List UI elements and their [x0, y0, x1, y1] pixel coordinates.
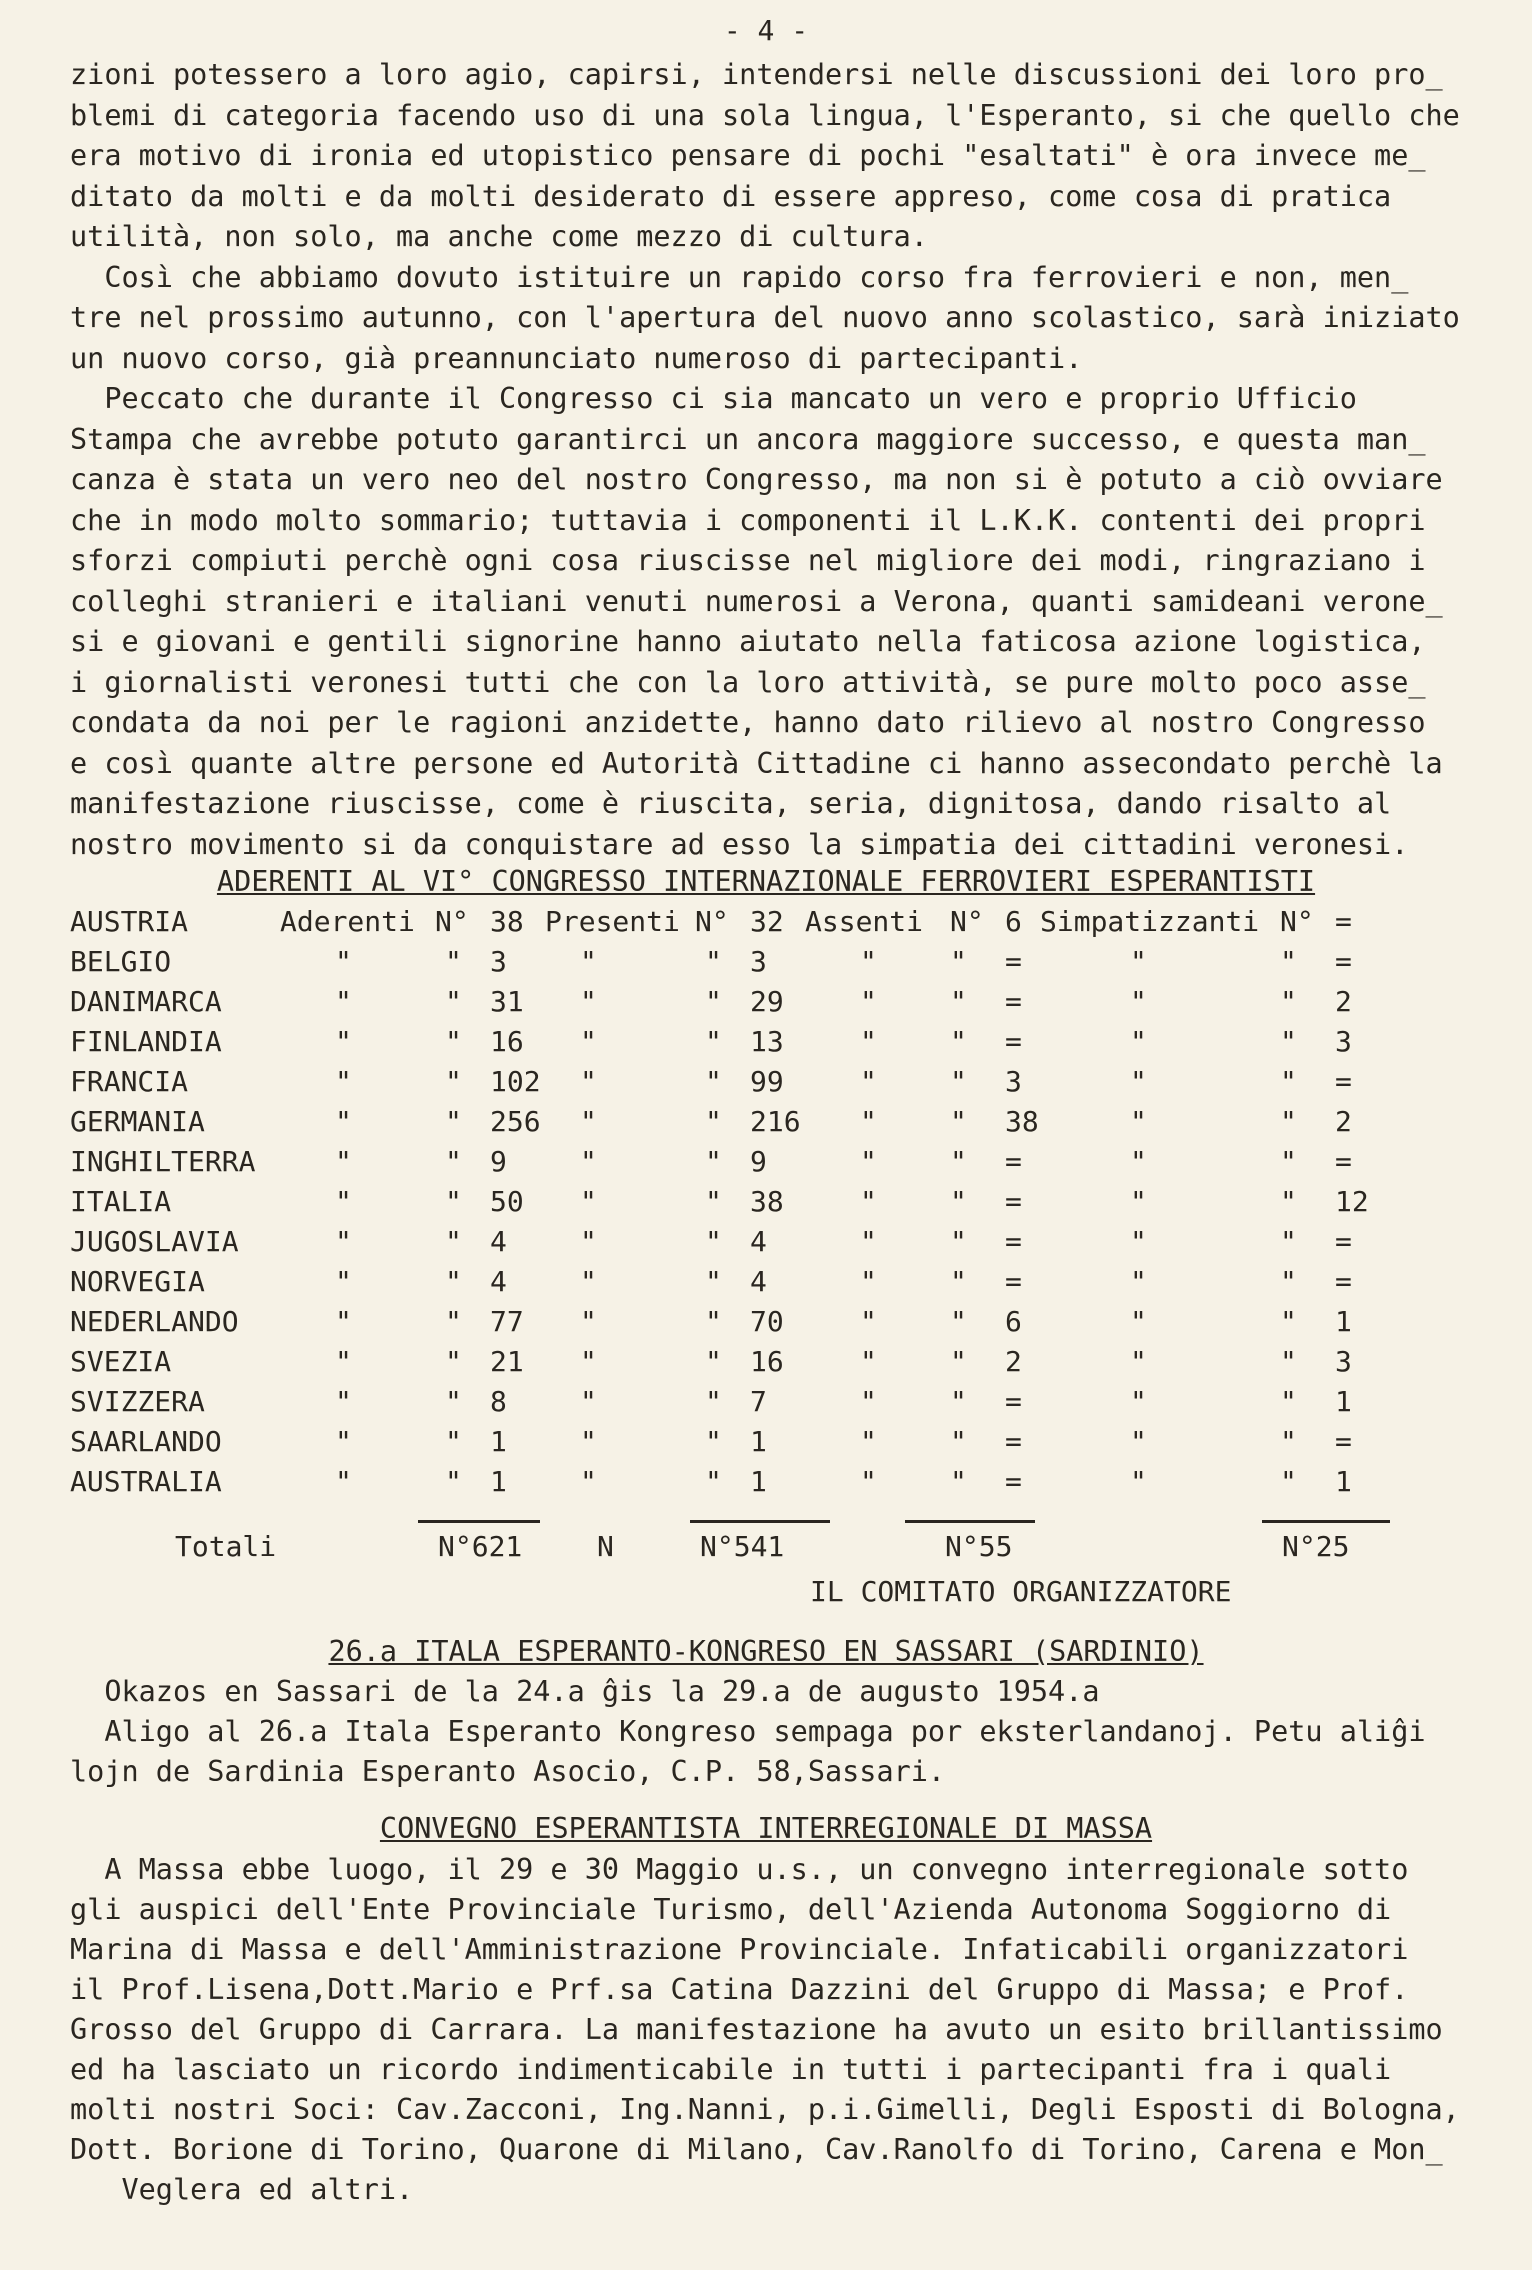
- ditto-mark: ": [445, 1185, 462, 1218]
- ditto-mark: ": [860, 945, 877, 978]
- country-cell: AUSTRALIA: [70, 1465, 222, 1498]
- ditto-mark: ": [705, 1105, 722, 1138]
- country-cell: SVEZIA: [70, 1345, 172, 1378]
- total-rule: [905, 1520, 1035, 1523]
- presenti-cell: 4: [750, 1225, 767, 1258]
- ditto-mark: ": [580, 1265, 597, 1298]
- ditto-mark: ": [445, 1345, 462, 1378]
- ditto-mark: ": [445, 1265, 462, 1298]
- text-line: manifestazione riuscisse, come è riuscita, seria, dignitosa, dando risalto al: [70, 787, 1392, 820]
- ditto-mark: ": [860, 1425, 877, 1458]
- ditto-mark: ": [705, 1265, 722, 1298]
- ditto-mark: ": [335, 1345, 352, 1378]
- presenti-cell: 99: [750, 1065, 784, 1098]
- ditto-mark: ": [860, 985, 877, 1018]
- text-line: molti nostri Soci: Cav.Zacconi, Ing.Nanni, p.i.Gimelli, Degli Esposti di Bologna,: [70, 2093, 1460, 2126]
- text-line: lojn de Sardinia Esperanto Asocio, C.P. 58,Sassari.: [70, 1755, 946, 1788]
- text-line: canza è stata un vero neo del nostro Congresso, ma non si è potuto a ciò ovviare: [70, 463, 1443, 496]
- ditto-mark: ": [445, 1425, 462, 1458]
- no-label: N°: [950, 905, 984, 938]
- assenti-cell: =: [1005, 1265, 1022, 1298]
- simpatizzanti-count: =: [1335, 905, 1352, 938]
- ditto-mark: ": [445, 985, 462, 1018]
- ditto-mark: ": [1280, 1225, 1297, 1258]
- ditto-mark: ": [580, 1305, 597, 1338]
- totals-aderenti: N°621: [438, 1530, 523, 1563]
- ditto-mark: ": [335, 945, 352, 978]
- assenti-cell: =: [1005, 1185, 1022, 1218]
- ditto-mark: ": [335, 985, 352, 1018]
- ditto-mark: ": [1280, 1145, 1297, 1178]
- text-line: Dott. Borione di Torino, Quarone di Milano, Cav.Ranolfo di Torino, Carena e Mon_: [70, 2133, 1443, 2166]
- ditto-mark: ": [580, 1065, 597, 1098]
- ditto-mark: ": [950, 1345, 967, 1378]
- aderenti-cell: 16: [490, 1025, 524, 1058]
- presenti-count: 32: [750, 905, 784, 938]
- aderenti-cell: 102: [490, 1065, 541, 1098]
- ditto-mark: ": [860, 1345, 877, 1378]
- total-rule: [418, 1520, 540, 1523]
- table-row: [70, 1465, 1490, 1505]
- ditto-mark: ": [1280, 1105, 1297, 1138]
- text-line: A Massa ebbe luogo, il 29 e 30 Maggio u.s., un convegno interregionale sotto: [70, 1853, 1409, 1886]
- text-line: Veglera ed altri.: [70, 2173, 414, 2206]
- presenti-cell: 7: [750, 1385, 767, 1418]
- simpatizzanti-cell: 2: [1335, 985, 1352, 1018]
- presenti-cell: 16: [750, 1345, 784, 1378]
- ditto-mark: ": [705, 985, 722, 1018]
- ditto-mark: ": [860, 1265, 877, 1298]
- ditto-mark: ": [705, 1065, 722, 1098]
- ditto-mark: ": [1130, 1465, 1147, 1498]
- simpatizzanti-cell: =: [1335, 1225, 1352, 1258]
- aderenti-cell: 4: [490, 1265, 507, 1298]
- aderenti-cell: 3: [490, 945, 507, 978]
- country-cell: FINLANDIA: [70, 1025, 222, 1058]
- ditto-mark: ": [950, 1145, 967, 1178]
- ditto-mark: ": [950, 1225, 967, 1258]
- text-line: si e giovani e gentili signorine hanno aiutato nella faticosa azione logistica,: [70, 625, 1426, 658]
- table-header-row: [70, 905, 1490, 945]
- text-line: Così che abbiamo dovuto istituire un rapido corso fra ferrovieri e non, men_: [70, 260, 1409, 294]
- ditto-mark: ": [1130, 1425, 1147, 1458]
- presenti-cell: 1: [750, 1425, 767, 1458]
- ditto-mark: ": [950, 1385, 967, 1418]
- ditto-mark: ": [705, 1025, 722, 1058]
- presenti-cell: 216: [750, 1105, 801, 1138]
- aderenti-cell: 1: [490, 1465, 507, 1498]
- ditto-mark: ": [1130, 1265, 1147, 1298]
- country-cell: GERMANIA: [70, 1105, 205, 1138]
- text-line: Aligo al 26.a Itala Esperanto Kongreso sempaga por eksterlandanoj. Petu aliĝi: [70, 1715, 1426, 1748]
- country-cell: NEDERLANDO: [70, 1305, 239, 1338]
- ditto-mark: ": [445, 1305, 462, 1338]
- ditto-mark: ": [335, 1265, 352, 1298]
- ditto-mark: ": [445, 1385, 462, 1418]
- ditto-mark: ": [445, 1465, 462, 1498]
- organizer-signature: IL COMITATO ORGANIZZATORE: [810, 1575, 1232, 1608]
- ditto-mark: ": [705, 1185, 722, 1218]
- ditto-mark: ": [335, 1065, 352, 1098]
- ditto-mark: ": [1280, 1065, 1297, 1098]
- aderenti-count: 38: [490, 905, 524, 938]
- country-cell: NORVEGIA: [70, 1265, 205, 1298]
- table-row: [70, 1385, 1490, 1425]
- text-line: zioni potessero a loro agio, capirsi, intendersi nelle discussioni dei loro pro_: [70, 58, 1443, 91]
- ditto-mark: ": [950, 945, 967, 978]
- assenti-cell: =: [1005, 1385, 1022, 1418]
- ditto-mark: ": [1130, 1385, 1147, 1418]
- simpatizzanti-cell: 2: [1335, 1105, 1352, 1138]
- ditto-mark: ": [1130, 1025, 1147, 1058]
- ditto-mark: ": [950, 1305, 967, 1338]
- ditto-mark: ": [1130, 1145, 1147, 1178]
- aderenti-cell: 256: [490, 1105, 541, 1138]
- aderenti-cell: 8: [490, 1385, 507, 1418]
- text-line: ditato da molti e da molti desiderato di essere appreso, come cosa di pratica: [70, 179, 1392, 213]
- text-line: utilità, non solo, ma anche come mezzo di cultura.: [70, 220, 928, 253]
- section2-title: 26.a ITALA ESPERANTO-KONGRESO EN SASSARI (SARDINIO): [328, 1635, 1204, 1668]
- ditto-mark: ": [445, 945, 462, 978]
- assenti-label: Assenti: [805, 905, 924, 938]
- presenti-cell: 13: [750, 1025, 784, 1058]
- ditto-mark: ": [950, 1465, 967, 1498]
- aderenti-cell: 50: [490, 1185, 524, 1218]
- country-cell: AUSTRIA: [70, 905, 189, 938]
- totals-separator: N: [597, 1530, 614, 1563]
- presenti-cell: 38: [750, 1185, 784, 1218]
- ditto-mark: ": [335, 1145, 352, 1178]
- ditto-mark: ": [950, 1025, 967, 1058]
- table-row: [70, 985, 1490, 1025]
- text-line: un nuovo corso, già preannunciato numeroso di partecipanti.: [70, 341, 1083, 375]
- ditto-mark: ": [335, 1105, 352, 1138]
- assenti-cell: 2: [1005, 1345, 1022, 1378]
- country-cell: DANIMARCA: [70, 985, 222, 1018]
- table-row: [70, 1065, 1490, 1105]
- totals-presenti: N°541: [700, 1530, 785, 1563]
- aderenti-cell: 9: [490, 1145, 507, 1178]
- ditto-mark: ": [1280, 985, 1297, 1018]
- totals-simpatizzanti: N°25: [1282, 1530, 1350, 1563]
- text-line: tre nel prossimo autunno, con l'apertura del nuovo anno scolastico, sarà iniziato: [70, 301, 1460, 334]
- country-cell: FRANCIA: [70, 1065, 189, 1098]
- presenti-cell: 9: [750, 1145, 767, 1178]
- ditto-mark: ": [1130, 1305, 1147, 1338]
- ditto-mark: ": [860, 1025, 877, 1058]
- country-cell: BELGIO: [70, 945, 172, 978]
- ditto-mark: ": [1280, 1025, 1297, 1058]
- no-label: N°: [695, 905, 729, 938]
- no-label: N°: [1280, 905, 1314, 938]
- text-line: sforzi compiuti perchè ogni cosa riuscisse nel migliore dei modi, ringraziano i: [70, 544, 1426, 577]
- text-line: Stampa che avrebbe potuto garantirci un ancora maggiore successo, e questa man_: [70, 422, 1426, 456]
- ditto-mark: ": [705, 1345, 722, 1378]
- text-line: gli auspici dell'Ente Provinciale Turismo, dell'Azienda Autonoma Soggiorno di: [70, 1893, 1392, 1926]
- text-line: Okazos en Sassari de la 24.a ĝis la 29.a de augusto 1954.a: [70, 1675, 1100, 1708]
- text-line: il Prof.Lisena,Dott.Mario e Prf.sa Catina Dazzini del Gruppo di Massa; e Prof.: [70, 1973, 1409, 2006]
- ditto-mark: ": [1130, 1185, 1147, 1218]
- ditto-mark: ": [1280, 1385, 1297, 1418]
- section3-title: CONVEGNO ESPERANTISTA INTERREGIONALE DI MASSA: [379, 1812, 1153, 1845]
- assenti-cell: =: [1005, 945, 1022, 978]
- presenti-cell: 4: [750, 1265, 767, 1298]
- simpatizzanti-cell: 1: [1335, 1305, 1352, 1338]
- country-cell: JUGOSLAVIA: [70, 1225, 239, 1258]
- table-title: ADERENTI AL VI° CONGRESSO INTERNAZIONALE FERROVIERI ESPERANTISTI: [216, 865, 1316, 898]
- simpatizzanti-cell: =: [1335, 1065, 1352, 1098]
- presenti-cell: 29: [750, 985, 784, 1018]
- ditto-mark: ": [445, 1065, 462, 1098]
- text-line: Peccato che durante il Congresso ci sia mancato un vero e proprio Ufficio: [70, 382, 1357, 415]
- ditto-mark: ": [1280, 1265, 1297, 1298]
- aderenti-cell: 77: [490, 1305, 524, 1338]
- ditto-mark: ": [1130, 1105, 1147, 1138]
- ditto-mark: ": [1280, 1185, 1297, 1218]
- country-cell: SAARLANDO: [70, 1425, 222, 1458]
- text-line: nostro movimento si da conquistare ad esso la simpatia dei cittadini veronesi.: [70, 827, 1409, 861]
- text-line: e così quante altre persone ed Autorità Cittadine ci hanno assecondato perchè la: [70, 746, 1443, 780]
- ditto-mark: ": [1130, 1225, 1147, 1258]
- ditto-mark: ": [705, 1305, 722, 1338]
- simpatizzanti-cell: 3: [1335, 1345, 1352, 1378]
- ditto-mark: ": [1130, 945, 1147, 978]
- aderenti-cell: 4: [490, 1225, 507, 1258]
- ditto-mark: ": [950, 1105, 967, 1138]
- assenti-cell: =: [1005, 1425, 1022, 1458]
- table-row: [70, 1425, 1490, 1465]
- ditto-mark: ": [580, 1465, 597, 1498]
- presenti-label: Presenti: [545, 905, 680, 938]
- ditto-mark: ": [580, 1025, 597, 1058]
- ditto-mark: ": [860, 1385, 877, 1418]
- text-line: i giornalisti veronesi tutti che con la loro attività, se pure molto poco asse_: [70, 665, 1426, 699]
- ditto-mark: ": [580, 1425, 597, 1458]
- ditto-mark: ": [580, 1345, 597, 1378]
- simpatizzanti-cell: 3: [1335, 1025, 1352, 1058]
- table-row: [70, 1305, 1490, 1345]
- ditto-mark: ": [1280, 945, 1297, 978]
- ditto-mark: ": [335, 1225, 352, 1258]
- aderenti-cell: 21: [490, 1345, 524, 1378]
- ditto-mark: ": [1280, 1305, 1297, 1338]
- ditto-mark: ": [950, 1425, 967, 1458]
- ditto-mark: ": [335, 1025, 352, 1058]
- simpatizzanti-cell: =: [1335, 1425, 1352, 1458]
- assenti-cell: 6: [1005, 1305, 1022, 1338]
- country-cell: SVIZZERA: [70, 1385, 205, 1418]
- page-number: - 4 -: [723, 14, 809, 47]
- ditto-mark: ": [335, 1305, 352, 1338]
- assenti-cell: 3: [1005, 1065, 1022, 1098]
- simpatizzanti-cell: =: [1335, 1145, 1352, 1178]
- aderenti-label: Aderenti: [280, 905, 415, 938]
- totals-label: Totali: [175, 1530, 277, 1563]
- ditto-mark: ": [705, 1225, 722, 1258]
- table-row: [70, 945, 1490, 985]
- simpatizzanti-label: Simpatizzanti: [1040, 905, 1260, 938]
- aderenti-cell: 1: [490, 1425, 507, 1458]
- ditto-mark: ": [860, 1105, 877, 1138]
- table-row: [70, 1145, 1490, 1185]
- ditto-mark: ": [860, 1065, 877, 1098]
- assenti-cell: =: [1005, 1145, 1022, 1178]
- ditto-mark: ": [950, 1265, 967, 1298]
- text-line: colleghi stranieri e italiani venuti numerosi a Verona, quanti samideani verone_: [70, 584, 1443, 618]
- ditto-mark: ": [1280, 1465, 1297, 1498]
- ditto-mark: ": [580, 985, 597, 1018]
- simpatizzanti-cell: =: [1335, 945, 1352, 978]
- ditto-mark: ": [1130, 1345, 1147, 1378]
- text-line: ed ha lasciato un ricordo indimenticabile in tutti i partecipanti fra i quali: [70, 2053, 1392, 2086]
- ditto-mark: ": [335, 1465, 352, 1498]
- ditto-mark: ": [860, 1225, 877, 1258]
- ditto-mark: ": [705, 1425, 722, 1458]
- ditto-mark: ": [335, 1425, 352, 1458]
- text-line: che in modo molto sommario; tuttavia i componenti il L.K.K. contenti dei propri: [70, 503, 1426, 537]
- text-line: era motivo di ironia ed utopistico pensare di pochi "esaltati" è ora invece me_: [70, 139, 1426, 172]
- ditto-mark: ": [950, 1065, 967, 1098]
- ditto-mark: ": [860, 1465, 877, 1498]
- table-row: [70, 1185, 1490, 1225]
- ditto-mark: ": [705, 1385, 722, 1418]
- ditto-mark: ": [335, 1385, 352, 1418]
- ditto-mark: ": [445, 1105, 462, 1138]
- presenti-cell: 70: [750, 1305, 784, 1338]
- ditto-mark: ": [580, 945, 597, 978]
- ditto-mark: ": [860, 1305, 877, 1338]
- ditto-mark: ": [705, 945, 722, 978]
- ditto-mark: ": [580, 1385, 597, 1418]
- assenti-cell: =: [1005, 1225, 1022, 1258]
- ditto-mark: ": [705, 1465, 722, 1498]
- table-row: [70, 1025, 1490, 1065]
- ditto-mark: ": [950, 985, 967, 1018]
- aderenti-cell: 31: [490, 985, 524, 1018]
- ditto-mark: ": [860, 1185, 877, 1218]
- ditto-mark: ": [950, 1185, 967, 1218]
- ditto-mark: ": [445, 1225, 462, 1258]
- country-cell: INGHILTERRA: [70, 1145, 256, 1178]
- assenti-count: 6: [1005, 905, 1022, 938]
- table-row: [70, 1265, 1490, 1305]
- ditto-mark: ": [580, 1145, 597, 1178]
- ditto-mark: ": [580, 1105, 597, 1138]
- table-row: [70, 1105, 1490, 1145]
- text-line: Marina di Massa e dell'Amministrazione Provinciale. Infaticabili organizzatori: [70, 1933, 1409, 1966]
- assenti-cell: 38: [1005, 1105, 1039, 1138]
- total-rule: [1262, 1520, 1390, 1523]
- ditto-mark: ": [1130, 985, 1147, 1018]
- ditto-mark: ": [705, 1145, 722, 1178]
- simpatizzanti-cell: =: [1335, 1265, 1352, 1298]
- ditto-mark: ": [335, 1185, 352, 1218]
- table-row: [70, 1345, 1490, 1385]
- ditto-mark: ": [860, 1145, 877, 1178]
- simpatizzanti-cell: 1: [1335, 1465, 1352, 1498]
- assenti-cell: =: [1005, 1465, 1022, 1498]
- country-cell: ITALIA: [70, 1185, 172, 1218]
- assenti-cell: =: [1005, 1025, 1022, 1058]
- assenti-cell: =: [1005, 985, 1022, 1018]
- presenti-cell: 1: [750, 1465, 767, 1498]
- ditto-mark: ": [580, 1225, 597, 1258]
- presenti-cell: 3: [750, 945, 767, 978]
- ditto-mark: ": [1280, 1425, 1297, 1458]
- ditto-mark: ": [580, 1185, 597, 1218]
- ditto-mark: ": [1130, 1065, 1147, 1098]
- text-line: blemi di categoria facendo uso di una sola lingua, l'Esperanto, si che quello che: [70, 98, 1460, 132]
- table-row: [70, 1225, 1490, 1265]
- simpatizzanti-cell: 1: [1335, 1385, 1352, 1418]
- ditto-mark: ": [445, 1145, 462, 1178]
- ditto-mark: ": [1280, 1345, 1297, 1378]
- total-rule: [690, 1520, 830, 1523]
- text-line: Grosso del Gruppo di Carrara. La manifestazione ha avuto un esito brillantissimo: [70, 2013, 1443, 2046]
- totals-assenti: N°55: [945, 1530, 1013, 1563]
- simpatizzanti-cell: 12: [1335, 1185, 1369, 1218]
- participants-table: [70, 905, 1490, 1505]
- ditto-mark: ": [445, 1025, 462, 1058]
- no-label: N°: [435, 905, 469, 938]
- text-line: condata da noi per le ragioni anzidette, hanno dato rilievo al nostro Congresso: [70, 706, 1426, 739]
